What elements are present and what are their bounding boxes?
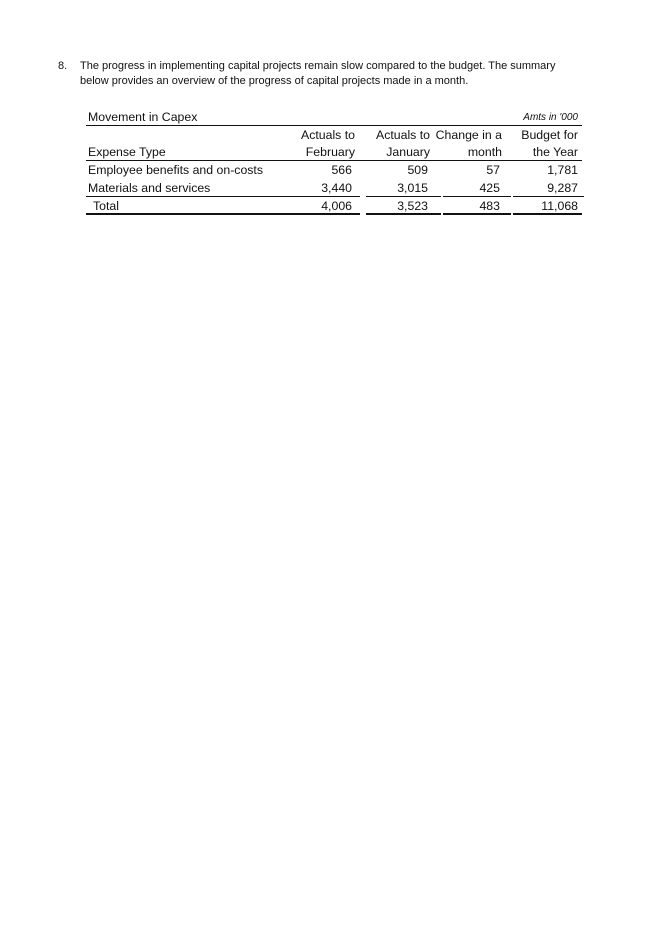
row-budget: 9,287 [547,181,578,195]
row-actuals-jan: 3,015 [397,181,428,195]
total-bottom-rule-label [86,213,360,215]
header-bud-line2: the Year [532,145,578,159]
row-actuals-jan: 509 [407,163,428,177]
total-bottom-rule-jan [443,213,511,215]
header-feb-line2: February [305,145,355,159]
table-title: Movement in Capex [88,110,198,124]
header-bud-line1: Budget for [521,128,578,142]
row-label: Materials and services [88,181,211,195]
paragraph-number: 8. [58,60,68,72]
table-row [86,161,582,178]
total-actuals-jan: 3,523 [397,199,428,213]
header-row-2 [86,143,582,160]
total-bottom-rule-chg [513,213,582,215]
row-budget: 1,781 [547,163,578,177]
total-change: 483 [479,199,500,213]
row-change: 425 [479,181,500,195]
row-actuals-feb: 3,440 [321,181,352,195]
table-title-row [86,108,582,125]
total-bottom-rule-feb [366,213,441,215]
header-chg-line2: month [467,145,502,159]
header-expense-type: Expense Type [88,145,166,159]
total-label: Total [93,199,119,213]
header-row-1 [86,126,582,143]
row-label: Employee benefits and on-costs [88,163,263,177]
paragraph-line-2: below provides an overview of the progress of capital projects made in a month. [80,75,469,87]
table-total-row [86,197,582,214]
row-change: 57 [486,163,500,177]
table-row [86,179,582,196]
units-note: Amts in '000 [523,112,578,123]
paragraph-line-1: The progress in implementing capital projects remain slow compared to the budget. The summary [80,60,556,72]
row-actuals-feb: 566 [331,163,352,177]
total-actuals-feb: 4,006 [321,199,352,213]
header-jan-line1: Actuals to [376,128,430,142]
header-jan-line2: January [386,145,430,159]
total-budget: 11,068 [541,199,578,213]
header-chg-line1: Change in a [435,128,502,142]
header-feb-line1: Actuals to [301,128,355,142]
